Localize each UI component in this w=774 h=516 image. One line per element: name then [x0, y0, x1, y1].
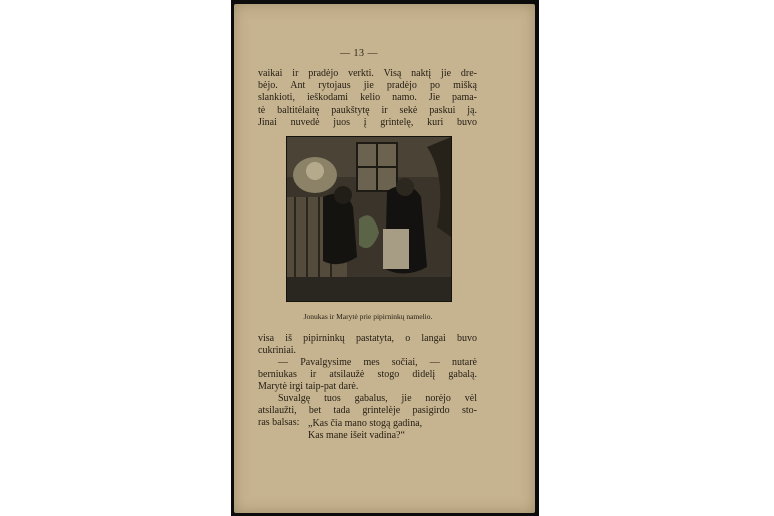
verse-line: Kas mane išeit vadina?“	[308, 430, 405, 442]
verse	[308, 418, 422, 442]
text-line: vaikai ir pradėjo verkti. Visą naktį jie dre-	[258, 68, 477, 79]
text-line: ras balsas:	[258, 417, 300, 429]
illustration-drawing	[287, 137, 451, 301]
text-line: slankioti, ieškodami kelio namo. Jie pama-	[258, 92, 477, 104]
text-line: cukriniai.	[258, 345, 297, 357]
verse-line: „Kas čia mano stogą gadina,	[308, 418, 423, 429]
text-line: Jinai nuvedė juos į grintelę, kuri buvo	[258, 116, 477, 128]
paragraph-1	[258, 68, 477, 129]
illustration	[286, 136, 452, 302]
text-line: Suvalgę tuos gabalus, jie norėjo vėl	[278, 393, 477, 404]
text-line: visa iš pipirninkų pastatyta, o langai buvo	[258, 333, 477, 344]
paragraph-3	[258, 357, 477, 394]
text-line: berniukas ir atsilaužė stogo didelį gabalą.	[258, 369, 477, 381]
page-number: — 13 —	[340, 48, 378, 59]
text-line: bėjo. Ant rytojaus jie pradėjo po mišką	[258, 80, 477, 92]
paragraph-2	[258, 333, 477, 357]
text-line: Marytė irgi taip-pat darė.	[258, 381, 359, 393]
text-line: — Pavalgysime mes sočiai, — nutarė	[278, 357, 477, 368]
text-line: tė baltitėlaitę paukštytę ir sekė paskui ją.	[258, 104, 477, 116]
text-line: atsilaužti, bet tada grintelėje pasigirdo sto-	[258, 405, 477, 417]
illustration-caption: Jonukas ir Marytė prie pipirninkų namelio.	[303, 312, 433, 321]
book-page	[234, 4, 535, 513]
